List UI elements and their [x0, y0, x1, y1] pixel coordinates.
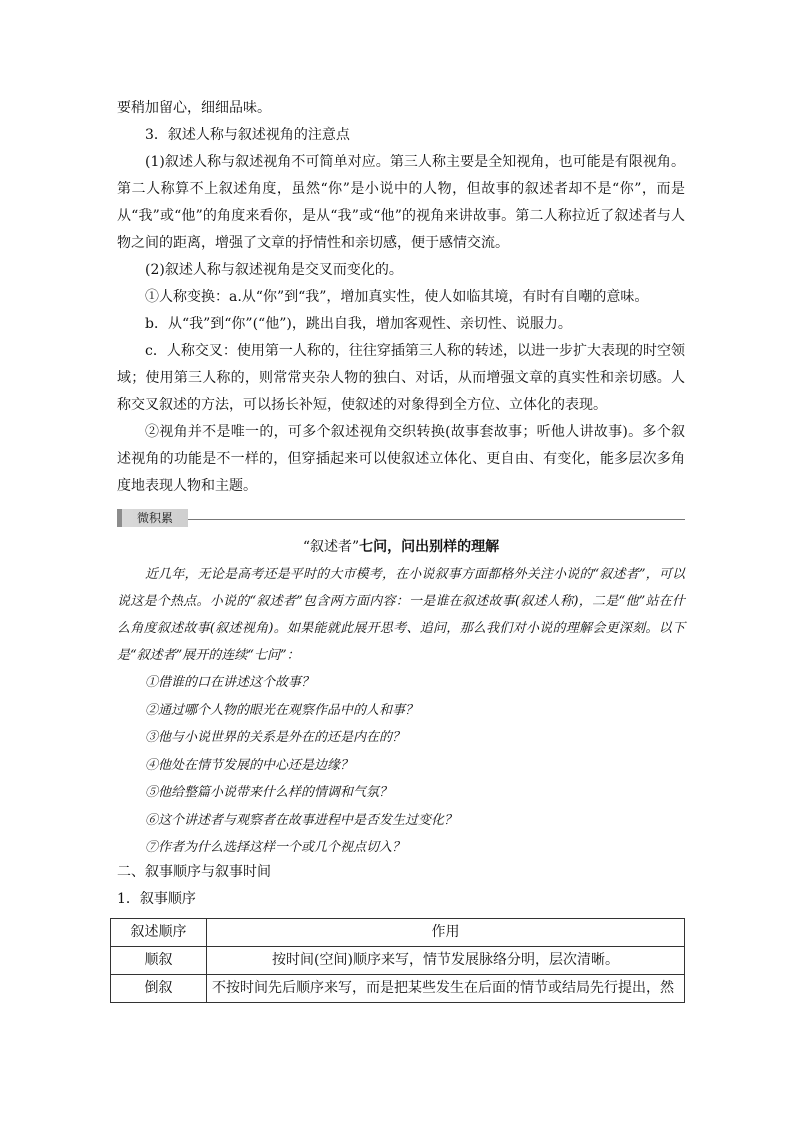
- list-item: ⑦作者为什么选择这样一个或几个视点切入？: [145, 840, 406, 855]
- paragraph-6: ②视角并不是唯一的，可多个叙述视角交织转换(故事套故事；听他人讲故事)。多个叙述视角的功能是不一样的，但穿插起来可以使叙述立体化、更自由、有变化，能多层次多角度地表现人物和主题。: [117, 424, 685, 494]
- list-item: ⑤他给整篇小说带来什么样的情调和气氛？: [145, 785, 393, 800]
- subheading-narrative-order: 1．叙事顺序: [117, 891, 196, 907]
- title-quote: “叙述者”: [302, 539, 360, 555]
- title-rest: 七问，问出别样的理解: [359, 539, 500, 555]
- table-cell: 倒叙: [111, 975, 207, 1003]
- paragraph-1: (1)叙述人称与叙述视角不可简单对应。第三人称主要是全知视角，也可能是有限视角。第二人称算不上叙述角度，虽然“你”是小说中的人物，但故事的叙述者却不是“你”，而是从“我”或“他”的角度来看你，是从“我”或“他”的视角来讲故事。第二人称拉近了叙述者与人物之间的距离，增强了文章的抒情性和亲切感，便于感情交流。: [117, 154, 685, 251]
- paragraph-3: ①人称变换：a.从“你”到“我”，增加真实性，使人如临其境，有时有自嘲的意味。: [145, 289, 649, 305]
- table-cell: 按时间(空间)顺序来写，情节发展脉络分明，层次清晰。: [207, 947, 685, 975]
- list-item: ④他处在情节发展的中心还是边缘？: [145, 757, 354, 773]
- paragraph-5: c．人称交叉：使用第一人称的，往往穿插第三人称的转述，以进一步扩大表现的时空领域；使用第三人称的，则常常夹杂人物的独白、对话，从而增强文章的真实性和亲切感。人称交叉叙述的方法，可以扬长补短，使叙述的对象得到全方位、立体化的表现。: [117, 343, 685, 413]
- narrative-order-table: [110, 918, 685, 1003]
- paragraph-2: (2)叙述人称与叙述视角是交叉而变化的。: [145, 262, 403, 278]
- table-header-cell: 叙述顺序: [111, 919, 207, 947]
- table-header-cell: 作用: [207, 919, 685, 947]
- table-cell: 顺叙: [111, 947, 207, 975]
- question-list: [145, 669, 457, 862]
- accumulation-intro: 近几年，无论是高考还是平时的大市模考，在小说叙事方面都格外关注小说的“叙述者”，可以说这是个热点。小说的“叙述者”包含两方面内容：一是谁在叙述故事(叙述人称)，二是“他”站在什么角度叙述故事(叙述视角)。如果能就此展开思考、追问，那么我们对小说的理解会更深刻。以下是“叙述者”展开的连续“七问”：: [117, 567, 685, 663]
- accumulation-title: [117, 537, 685, 557]
- list-item: ③他与小说世界的关系是外在的还是内在的？: [145, 730, 406, 745]
- accumulation-banner: [117, 509, 685, 525]
- table-row: [111, 975, 685, 1003]
- banner-rule: [117, 519, 685, 520]
- table-cell: 不按时间先后顺序来写，而是把某些发生在后面的情节或结局先行提出，然: [207, 975, 685, 1003]
- list-item: ②通过哪个人物的眼光在观察作品中的人和事？: [145, 702, 419, 718]
- table-row: [111, 947, 685, 975]
- table-header-row: [111, 919, 685, 947]
- paragraph-4: b．从“我”到“你”(“他”)，跳出自我，增加客观性、亲切性、说服力。: [145, 316, 572, 332]
- heading-point-3: 3．叙述人称与叙述视角的注意点: [145, 127, 350, 143]
- paragraph-continuation: 要稍加留心，细细品味。: [117, 100, 271, 116]
- list-item: ⑥这个讲述者与观察者在故事进程中是否发生过变化？: [145, 812, 458, 828]
- list-item: ①借谁的口在讲述这个故事？: [145, 675, 315, 690]
- accumulation-tag: 微积累: [117, 509, 188, 527]
- section-heading-2: 二、叙事顺序与叙事时间: [117, 864, 271, 880]
